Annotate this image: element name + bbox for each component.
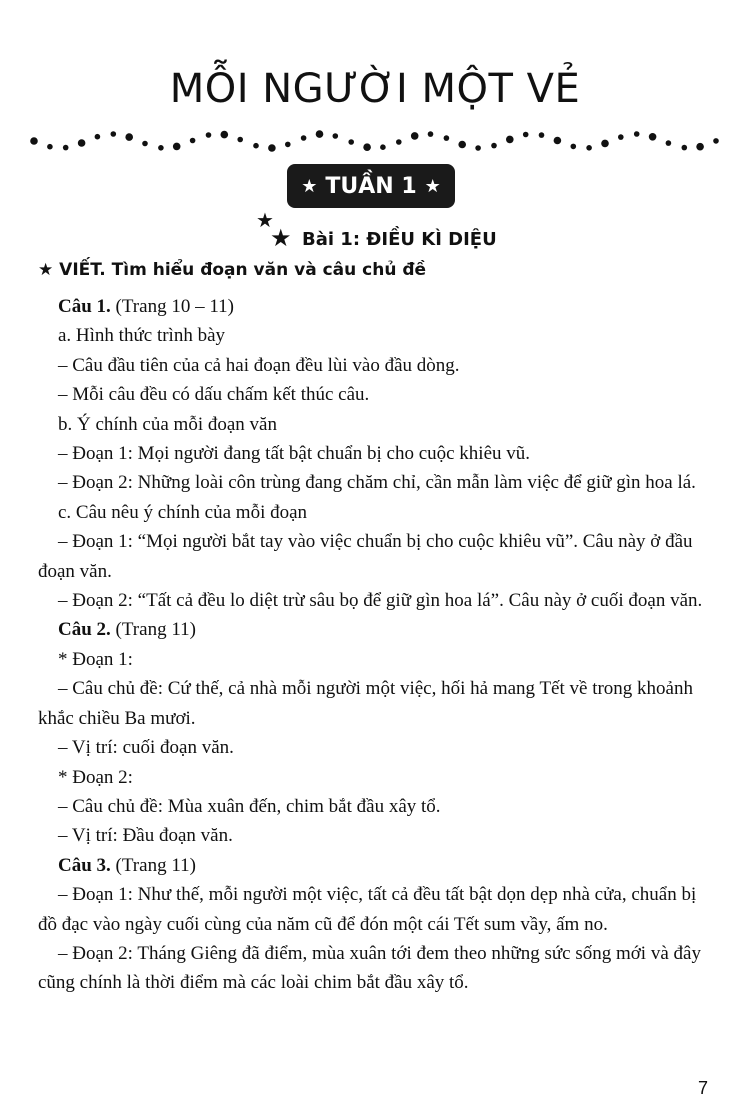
- decorative-dot: [554, 137, 562, 145]
- decorative-dot: [95, 134, 101, 140]
- decorative-dot: [649, 133, 657, 141]
- decorative-dot: [221, 131, 229, 139]
- paragraph: – Đoạn 2: Tháng Giêng đã điểm, mùa xuân tới đem theo những sức sống mới và đây cũng chính là thời điểm mà các loài chim bắt đầu xây tổ.: [38, 942, 701, 994]
- decorative-dot: [411, 132, 419, 140]
- decorative-dot: [571, 144, 577, 150]
- section-heading: [38, 260, 426, 280]
- decorative-dot: [444, 135, 450, 141]
- page-title: MỖI NGƯỜI MỘT VẺ: [169, 66, 581, 112]
- decorative-dot: [63, 145, 69, 151]
- decorative-dot: [586, 145, 592, 151]
- decorative-dot: [506, 136, 514, 144]
- decorative-dot: [523, 132, 529, 138]
- section-title: VIẾT. Tìm hiểu đoạn văn và câu chủ đề: [59, 260, 427, 280]
- decorative-dot: [253, 143, 259, 149]
- decorative-dot: [125, 133, 133, 141]
- decorative-dot: [428, 131, 434, 137]
- paragraph: – Câu chủ đề: Mùa xuân đến, chim bắt đầu xây tổ.: [58, 795, 441, 817]
- star-icon: ★: [301, 175, 318, 197]
- decorative-dot: [206, 132, 212, 138]
- paragraph: – Câu chủ đề: Cứ thế, cả nhà mỗi người một việc, hối hả mang Tết về trong khoảnh khắc chiều Ba mươi.: [38, 678, 693, 729]
- star-icon: ★: [424, 175, 441, 197]
- paragraph: – Mỗi câu đều có dấu chấm kết thúc câu.: [58, 384, 370, 406]
- decorative-dot: [348, 139, 354, 145]
- decorative-dot: [696, 143, 704, 151]
- question-heading: Câu 2. (Trang 11): [58, 619, 196, 641]
- paragraph: – Đoạn 1: “Mọi người bắt tay vào việc chuẩn bị cho cuộc khiêu vũ”. Câu này ở đầu đoạn văn.: [38, 531, 693, 582]
- paragraph: * Đoạn 1:: [58, 648, 133, 670]
- paragraph: – Vị trí: cuối đoạn văn.: [58, 737, 234, 759]
- decorative-dot: [301, 135, 307, 141]
- paragraph: – Vị trí: Đầu đoạn văn.: [58, 825, 233, 847]
- decorative-dot-border: [28, 126, 722, 156]
- question-heading: Câu 3. (Trang 11): [58, 854, 196, 876]
- star-icon: ★: [256, 208, 274, 232]
- decorative-dot: [333, 133, 339, 139]
- question-heading: Câu 1. (Trang 10 – 11): [58, 296, 234, 317]
- decorative-dot: [666, 140, 672, 146]
- decorative-dot: [491, 143, 497, 149]
- page-number: 7: [697, 1078, 708, 1098]
- decorative-dot: [396, 139, 402, 145]
- decorative-dot: [363, 143, 371, 151]
- decorative-dot: [111, 131, 117, 137]
- paragraph: * Đoạn 2:: [58, 766, 133, 788]
- star-icon: ★: [270, 224, 292, 252]
- decorative-dot: [142, 141, 148, 147]
- decorative-dot: [173, 143, 181, 151]
- decorative-dot: [316, 130, 324, 138]
- decorative-dot: [78, 139, 86, 147]
- decorative-dot: [380, 144, 386, 150]
- paragraph: a. Hình thức trình bày: [58, 325, 226, 347]
- decorative-dot: [158, 145, 164, 151]
- paragraph: – Đoạn 2: Những loài côn trùng đang chăm chỉ, cần mẫn làm việc để giữ gìn hoa lá.: [58, 472, 696, 494]
- decorative-dot: [190, 138, 196, 144]
- lesson-title: Bài 1: ĐIỀU KÌ DIỆU: [302, 229, 497, 250]
- decorative-dot: [634, 131, 640, 137]
- paragraph: c. Câu nêu ý chính của mỗi đoạn: [58, 501, 308, 523]
- paragraph: b. Ý chính của mỗi đoạn văn: [58, 413, 277, 435]
- decorative-dot: [47, 144, 53, 150]
- decorative-dot: [539, 132, 545, 138]
- decorative-dot: [285, 142, 291, 148]
- decorative-dot: [268, 144, 276, 152]
- paragraph: – Câu đầu tiên của cả hai đoạn đều lùi vào đầu dòng.: [58, 354, 460, 376]
- star-icon: ★: [38, 260, 54, 280]
- paragraph: – Đoạn 1: Như thế, mỗi người một việc, tất cả đều tất bật dọn dẹp nhà cửa, chuẩn bị đồ đạc vào ngày cuối cùng của năm cũ để đón một cái Tết sum vầy, ấm no.: [38, 884, 697, 935]
- decorative-dot: [601, 140, 609, 148]
- document-body: [38, 292, 718, 998]
- decorative-dot: [475, 145, 481, 151]
- decorative-dot: [30, 137, 38, 145]
- paragraph: – Đoạn 2: “Tất cả đều lo diệt trừ sâu bọ để giữ gìn hoa lá”. Câu này ở cuối đoạn văn.: [58, 590, 703, 612]
- week-label: TUẦN 1: [325, 173, 417, 199]
- decorative-dot: [713, 138, 719, 144]
- decorative-dot: [237, 137, 243, 143]
- decorative-dot: [458, 141, 466, 149]
- decorative-dot: [682, 145, 688, 151]
- week-badge: [287, 164, 455, 208]
- decorative-dot: [618, 134, 624, 140]
- paragraph: – Đoạn 1: Mọi người đang tất bật chuẩn bị cho cuộc khiêu vũ.: [58, 443, 531, 465]
